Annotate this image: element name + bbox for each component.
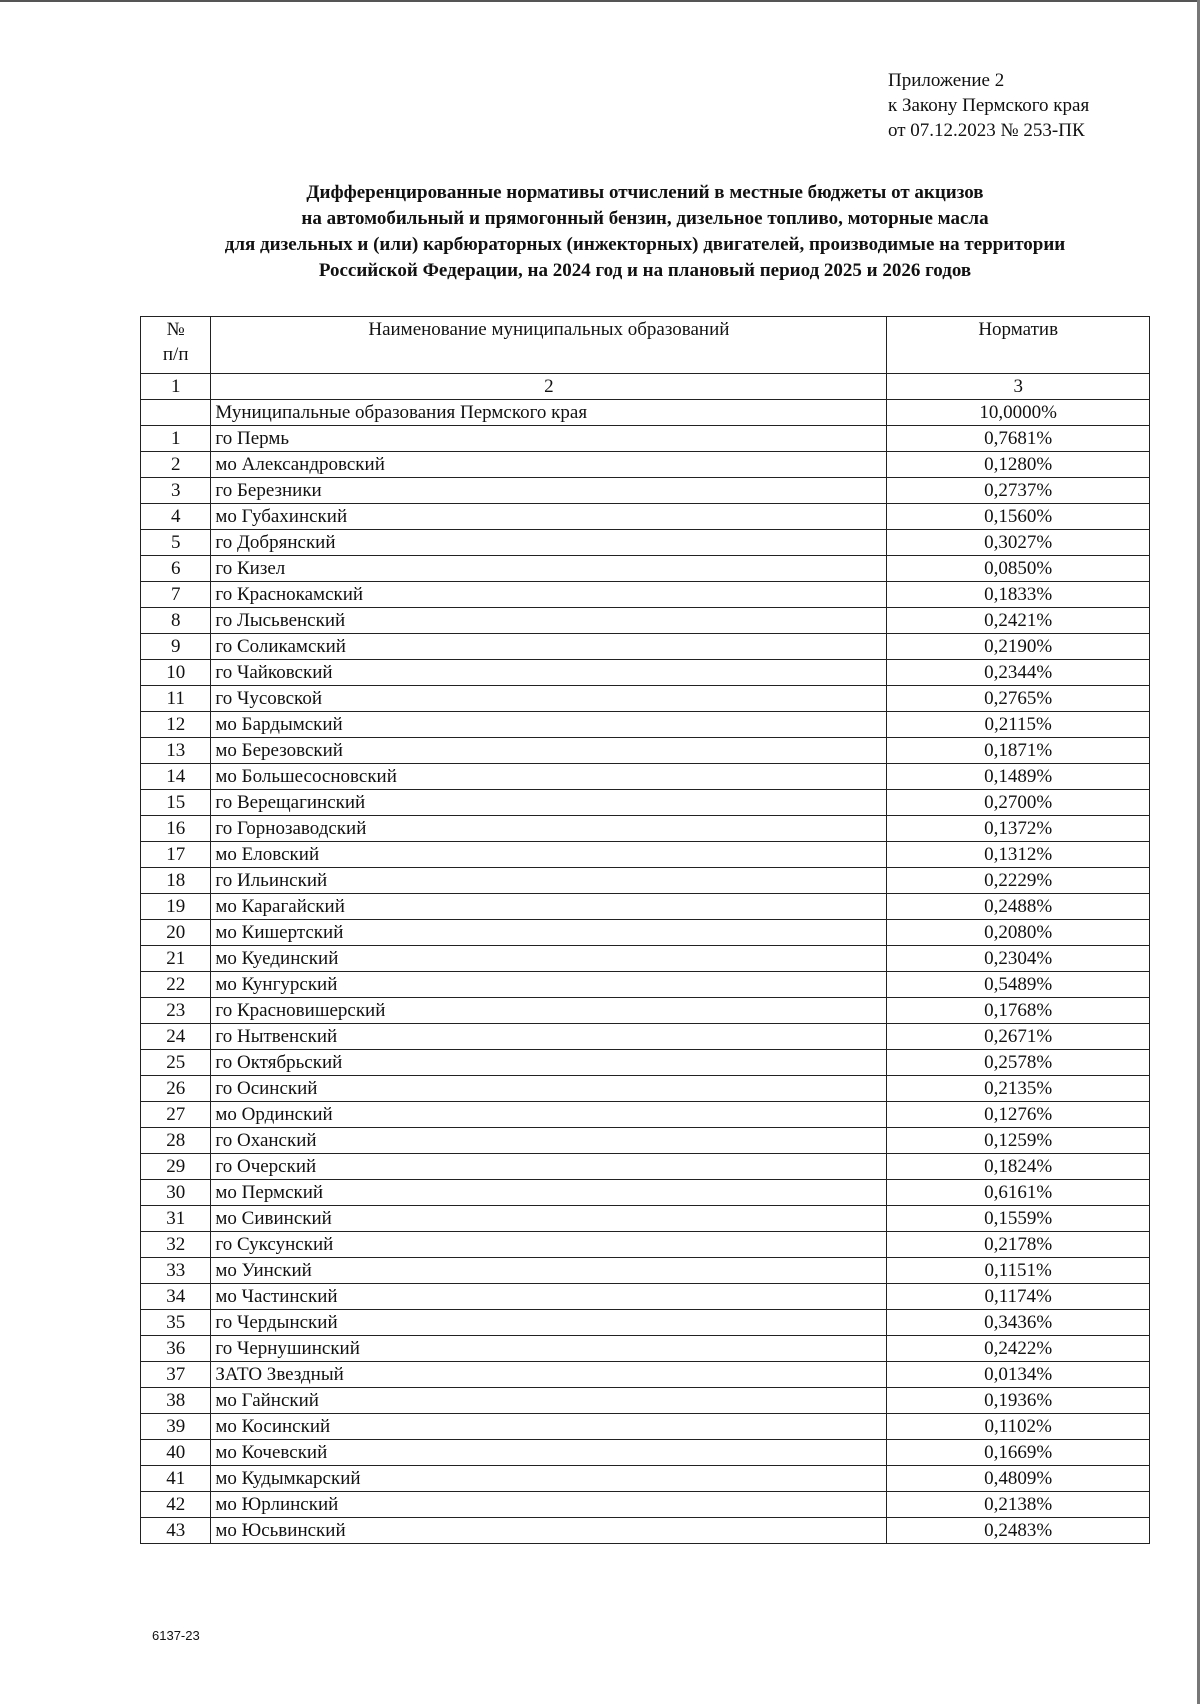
- row-normative: 0,3027%: [887, 530, 1150, 556]
- row-municipality: го Березники: [211, 478, 887, 504]
- row-normative: 0,2190%: [887, 634, 1150, 660]
- appendix-reference: [888, 68, 1089, 143]
- row-municipality: мо Карагайский: [211, 894, 887, 920]
- row-municipality: го Краснокамский: [211, 582, 887, 608]
- column-number-2: 2: [211, 374, 887, 400]
- row-normative: 0,2178%: [887, 1232, 1150, 1258]
- row-number: 32: [141, 1232, 211, 1258]
- row-normative: 0,1280%: [887, 452, 1150, 478]
- row-number: 31: [141, 1206, 211, 1232]
- row-normative: 0,1276%: [887, 1102, 1150, 1128]
- row-normative: 0,2422%: [887, 1336, 1150, 1362]
- table-row: [141, 1232, 1150, 1258]
- table-row: [141, 478, 1150, 504]
- row-municipality: го Соликамский: [211, 634, 887, 660]
- row-number: 41: [141, 1466, 211, 1492]
- total-name: Муниципальные образования Пермского края: [211, 400, 887, 426]
- row-number: 34: [141, 1284, 211, 1310]
- row-municipality: го Чусовской: [211, 686, 887, 712]
- table-row: [141, 426, 1150, 452]
- row-municipality: мо Губахинский: [211, 504, 887, 530]
- table-row: [141, 1336, 1150, 1362]
- row-number: 10: [141, 660, 211, 686]
- table-row: [141, 1258, 1150, 1284]
- row-municipality: мо Кудымкарский: [211, 1466, 887, 1492]
- row-number: 21: [141, 946, 211, 972]
- row-municipality: го Кизел: [211, 556, 887, 582]
- row-municipality: мо Бардымский: [211, 712, 887, 738]
- row-normative: 0,1372%: [887, 816, 1150, 842]
- appendix-line-2: к Закону Пермского края: [888, 95, 1090, 116]
- table-row: [141, 1414, 1150, 1440]
- row-normative: 0,2488%: [887, 894, 1150, 920]
- row-number: 11: [141, 686, 211, 712]
- row-number: 38: [141, 1388, 211, 1414]
- row-municipality: мо Уинский: [211, 1258, 887, 1284]
- table-row: [141, 868, 1150, 894]
- row-normative: 0,1559%: [887, 1206, 1150, 1232]
- row-number: 5: [141, 530, 211, 556]
- row-number: 4: [141, 504, 211, 530]
- table-row: [141, 1102, 1150, 1128]
- header-normative: Норматив: [887, 317, 1150, 374]
- row-number: 33: [141, 1258, 211, 1284]
- row-municipality: мо Косинский: [211, 1414, 887, 1440]
- row-normative: 0,3436%: [887, 1310, 1150, 1336]
- document-title: [130, 180, 1160, 284]
- row-normative: 0,4809%: [887, 1466, 1150, 1492]
- row-normative: 0,2483%: [887, 1518, 1150, 1544]
- row-municipality: го Верещагинский: [211, 790, 887, 816]
- row-normative: 0,0850%: [887, 556, 1150, 582]
- row-number: 26: [141, 1076, 211, 1102]
- row-number: 25: [141, 1050, 211, 1076]
- row-municipality: го Очерский: [211, 1154, 887, 1180]
- total-number: [141, 400, 211, 426]
- row-number: 17: [141, 842, 211, 868]
- row-normative: 0,1669%: [887, 1440, 1150, 1466]
- row-number: 42: [141, 1492, 211, 1518]
- row-municipality: мо Кочевский: [211, 1440, 887, 1466]
- row-normative: 0,1833%: [887, 582, 1150, 608]
- table-row: [141, 842, 1150, 868]
- table-row: [141, 920, 1150, 946]
- row-municipality: го Лысьвенский: [211, 608, 887, 634]
- row-normative: 0,2304%: [887, 946, 1150, 972]
- title-line-2: на автомобильный и прямогонный бензин, дизельное топливо, моторные масла: [301, 208, 989, 229]
- row-normative: 0,2344%: [887, 660, 1150, 686]
- column-number-3: 3: [887, 374, 1150, 400]
- row-municipality: го Чернушинский: [211, 1336, 887, 1362]
- column-numbers-row: [141, 374, 1150, 400]
- table-row: [141, 1492, 1150, 1518]
- row-number: 8: [141, 608, 211, 634]
- row-normative: 0,1259%: [887, 1128, 1150, 1154]
- row-normative: 0,2671%: [887, 1024, 1150, 1050]
- table-row: [141, 582, 1150, 608]
- table-row: [141, 1518, 1150, 1544]
- row-municipality: мо Юрлинский: [211, 1492, 887, 1518]
- row-municipality: го Чайковский: [211, 660, 887, 686]
- row-normative: 0,1489%: [887, 764, 1150, 790]
- table-row: [141, 530, 1150, 556]
- row-number: 18: [141, 868, 211, 894]
- table-row: [141, 1388, 1150, 1414]
- row-normative: 0,2138%: [887, 1492, 1150, 1518]
- appendix-line-3: от 07.12.2023 № 253-ПК: [888, 120, 1085, 141]
- row-number: 3: [141, 478, 211, 504]
- table-row: [141, 1362, 1150, 1388]
- row-number: 35: [141, 1310, 211, 1336]
- row-municipality: го Осинский: [211, 1076, 887, 1102]
- header-number-line-2: п/п: [162, 344, 189, 365]
- table-header-row: [141, 317, 1150, 374]
- table-row: [141, 452, 1150, 478]
- header-number: [141, 317, 211, 374]
- total-row: [141, 400, 1150, 426]
- header-municipality-name: Наименование муниципальных образований: [211, 317, 887, 374]
- row-municipality: мо Ординский: [211, 1102, 887, 1128]
- title-line-4: Российской Федерации, на 2024 год и на плановый период 2025 и 2026 годов: [318, 260, 972, 281]
- column-number-1: 1: [141, 374, 211, 400]
- appendix-line-1: Приложение 2: [888, 70, 1005, 91]
- row-normative: 0,1312%: [887, 842, 1150, 868]
- row-number: 27: [141, 1102, 211, 1128]
- table-row: [141, 504, 1150, 530]
- table-row: [141, 1128, 1150, 1154]
- row-municipality: мо Александровский: [211, 452, 887, 478]
- row-municipality: мо Частинский: [211, 1284, 887, 1310]
- row-number: 7: [141, 582, 211, 608]
- row-normative: 0,0134%: [887, 1362, 1150, 1388]
- row-normative: 0,2765%: [887, 686, 1150, 712]
- row-number: 12: [141, 712, 211, 738]
- row-number: 23: [141, 998, 211, 1024]
- row-number: 19: [141, 894, 211, 920]
- table-row: [141, 1440, 1150, 1466]
- scan-border-top: [0, 0, 1200, 2]
- row-municipality: мо Кунгурский: [211, 972, 887, 998]
- table-row: [141, 608, 1150, 634]
- table-row: [141, 816, 1150, 842]
- row-municipality: го Суксунский: [211, 1232, 887, 1258]
- row-municipality: мо Юсьвинский: [211, 1518, 887, 1544]
- row-normative: 0,7681%: [887, 426, 1150, 452]
- table-row: [141, 1024, 1150, 1050]
- table-row: [141, 1154, 1150, 1180]
- row-number: 14: [141, 764, 211, 790]
- table-row: [141, 790, 1150, 816]
- row-normative: 0,1871%: [887, 738, 1150, 764]
- row-normative: 0,1936%: [887, 1388, 1150, 1414]
- row-number: 22: [141, 972, 211, 998]
- table-row: [141, 894, 1150, 920]
- table-row: [141, 1050, 1150, 1076]
- row-number: 20: [141, 920, 211, 946]
- table-row: [141, 998, 1150, 1024]
- row-municipality: мо Сивинский: [211, 1206, 887, 1232]
- row-municipality: мо Кишертский: [211, 920, 887, 946]
- row-number: 1: [141, 426, 211, 452]
- row-normative: 0,2421%: [887, 608, 1150, 634]
- table-row: [141, 1466, 1150, 1492]
- table-row: [141, 946, 1150, 972]
- row-normative: 0,2135%: [887, 1076, 1150, 1102]
- row-normative: 0,6161%: [887, 1180, 1150, 1206]
- row-normative: 0,2578%: [887, 1050, 1150, 1076]
- table-row: [141, 738, 1150, 764]
- table-row: [141, 1206, 1150, 1232]
- row-municipality: го Чердынский: [211, 1310, 887, 1336]
- table-row: [141, 660, 1150, 686]
- document-code: 6137-23: [152, 1628, 200, 1643]
- row-municipality: го Горнозаводский: [211, 816, 887, 842]
- total-value: 10,0000%: [887, 400, 1150, 426]
- table-row: [141, 686, 1150, 712]
- row-number: 6: [141, 556, 211, 582]
- row-number: 37: [141, 1362, 211, 1388]
- row-normative: 0,2229%: [887, 868, 1150, 894]
- table-row: [141, 712, 1150, 738]
- row-municipality: го Нытвенский: [211, 1024, 887, 1050]
- row-number: 30: [141, 1180, 211, 1206]
- row-normative: 0,1560%: [887, 504, 1150, 530]
- row-number: 43: [141, 1518, 211, 1544]
- row-number: 39: [141, 1414, 211, 1440]
- row-number: 13: [141, 738, 211, 764]
- row-number: 40: [141, 1440, 211, 1466]
- row-normative: 0,2115%: [887, 712, 1150, 738]
- row-normative: 0,1768%: [887, 998, 1150, 1024]
- normatives-table: [140, 316, 1150, 1544]
- table-row: [141, 1180, 1150, 1206]
- table-row: [141, 764, 1150, 790]
- row-municipality: го Добрянский: [211, 530, 887, 556]
- row-municipality: мо Еловский: [211, 842, 887, 868]
- table-body: [141, 400, 1150, 1544]
- row-number: 24: [141, 1024, 211, 1050]
- row-number: 36: [141, 1336, 211, 1362]
- row-normative: 0,2700%: [887, 790, 1150, 816]
- title-line-3: для дизельных и (или) карбюраторных (инжекторных) двигателей, производимые на территории: [224, 234, 1066, 255]
- row-municipality: мо Гайнский: [211, 1388, 887, 1414]
- row-municipality: ЗАТО Звездный: [211, 1362, 887, 1388]
- row-municipality: мо Березовский: [211, 738, 887, 764]
- row-municipality: мо Куединский: [211, 946, 887, 972]
- table-row: [141, 972, 1150, 998]
- row-municipality: го Ильинский: [211, 868, 887, 894]
- row-normative: 0,1151%: [887, 1258, 1150, 1284]
- row-municipality: мо Большесосновский: [211, 764, 887, 790]
- row-normative: 0,2080%: [887, 920, 1150, 946]
- row-normative: 0,5489%: [887, 972, 1150, 998]
- table-row: [141, 1284, 1150, 1310]
- row-number: 2: [141, 452, 211, 478]
- row-normative: 0,1102%: [887, 1414, 1150, 1440]
- row-municipality: мо Пермский: [211, 1180, 887, 1206]
- row-normative: 0,2737%: [887, 478, 1150, 504]
- row-municipality: го Оханский: [211, 1128, 887, 1154]
- table-row: [141, 1076, 1150, 1102]
- header-number-line-1: №: [166, 319, 185, 340]
- table-row: [141, 556, 1150, 582]
- row-number: 29: [141, 1154, 211, 1180]
- row-number: 9: [141, 634, 211, 660]
- row-municipality: го Пермь: [211, 426, 887, 452]
- row-normative: 0,1824%: [887, 1154, 1150, 1180]
- row-normative: 0,1174%: [887, 1284, 1150, 1310]
- row-number: 15: [141, 790, 211, 816]
- table-row: [141, 634, 1150, 660]
- title-line-1: Дифференцированные нормативы отчислений в местные бюджеты от акцизов: [306, 182, 984, 203]
- row-municipality: го Октябрьский: [211, 1050, 887, 1076]
- table-row: [141, 1310, 1150, 1336]
- row-number: 28: [141, 1128, 211, 1154]
- row-municipality: го Красновишерский: [211, 998, 887, 1024]
- row-number: 16: [141, 816, 211, 842]
